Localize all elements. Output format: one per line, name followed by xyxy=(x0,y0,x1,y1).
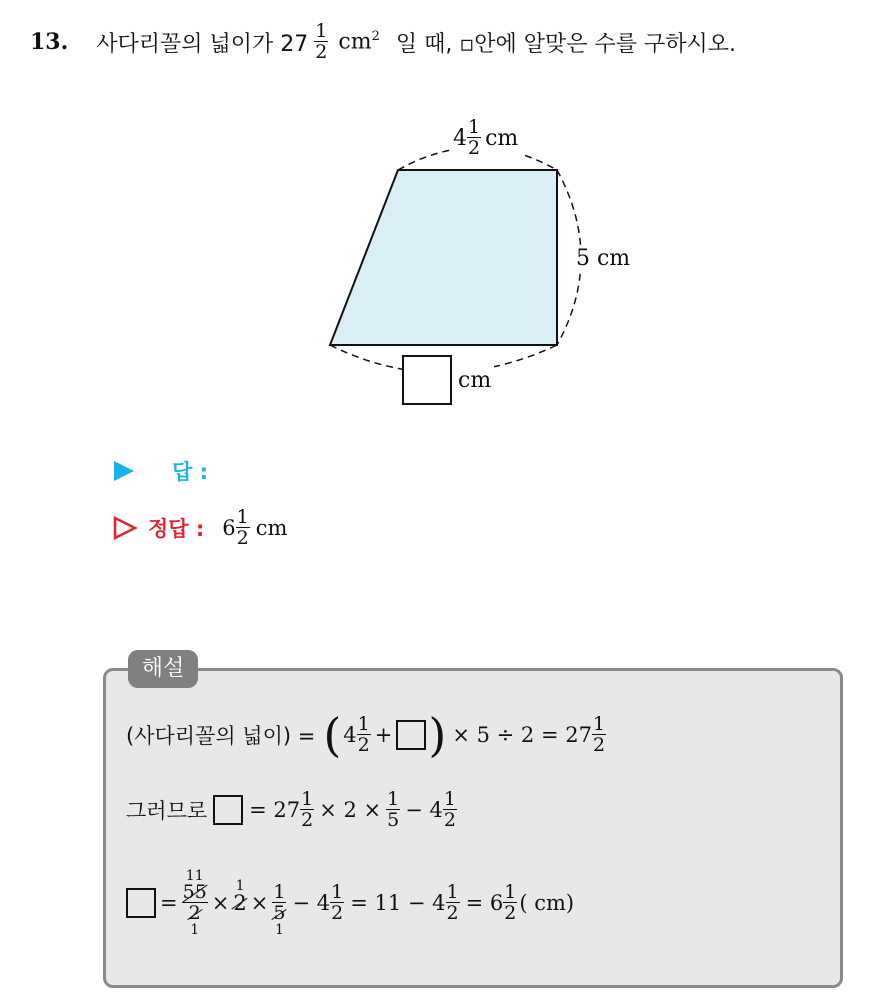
bottom-answer-box xyxy=(402,355,452,405)
trapezoid-shape xyxy=(330,170,557,345)
top-length-label: 4 $\frac{1}{2}$ cm xyxy=(450,118,521,158)
height-label: 5 cm xyxy=(576,246,631,271)
solution-title: 해설 xyxy=(128,650,198,688)
area-unit: $cm^2$ xyxy=(338,29,380,55)
cancelled-fraction-1-5: $\frac{1}{5}$ 1 xyxy=(273,881,286,938)
solution-line-1: (사다리꼴의 넓이) = ( 4 $\frac{1}{2}$ + ) × 5 ÷ 2 = 27 $\frac{1}{2}$ xyxy=(126,708,606,762)
question-text-before: 사다리꼴의 넓이가 27 xyxy=(96,31,309,57)
correct-answer-line xyxy=(112,508,287,548)
question-number: 13. xyxy=(30,29,69,55)
correct-label: 정답 : xyxy=(148,517,205,541)
question-line xyxy=(30,22,736,62)
question-text-after: 일 때, ▫안에 알맞은 수를 구하시오. xyxy=(395,31,736,57)
solution-box-3 xyxy=(126,888,156,918)
solution-box-2 xyxy=(213,795,243,825)
cancelled-two: 1 2 xyxy=(233,877,247,915)
solution-line-2: 그러므로 = 27 $\frac{1}{2}$ × 2 × $\frac{1}{5}$ − 4 $\frac{1}{2}$ xyxy=(126,788,456,831)
play-arrow-icon xyxy=(112,459,136,483)
correct-value: 6 $\frac{1}{2}$ cm xyxy=(222,506,288,549)
answer-line xyxy=(112,456,208,486)
solution-line-3: = 11 $\frac{55}{2}$ 1 × 1 2 × $\frac{1}{5}$ 1 − 4 $\frac{1}{2}$ = 11 − 4 $\frac{1}{2}$ = 6 $\frac{1}{2}$ ( cm) xyxy=(126,858,574,948)
answer-label: 답 : xyxy=(172,460,208,484)
bottom-length-label: cm xyxy=(402,355,494,405)
outline-arrow-icon xyxy=(112,515,138,541)
solution-box-1 xyxy=(396,720,426,750)
area-fraction: $\frac{1}{2}$ xyxy=(315,20,328,63)
cancelled-fraction-55-2: 11 $\frac{55}{2}$ 1 xyxy=(182,868,207,938)
